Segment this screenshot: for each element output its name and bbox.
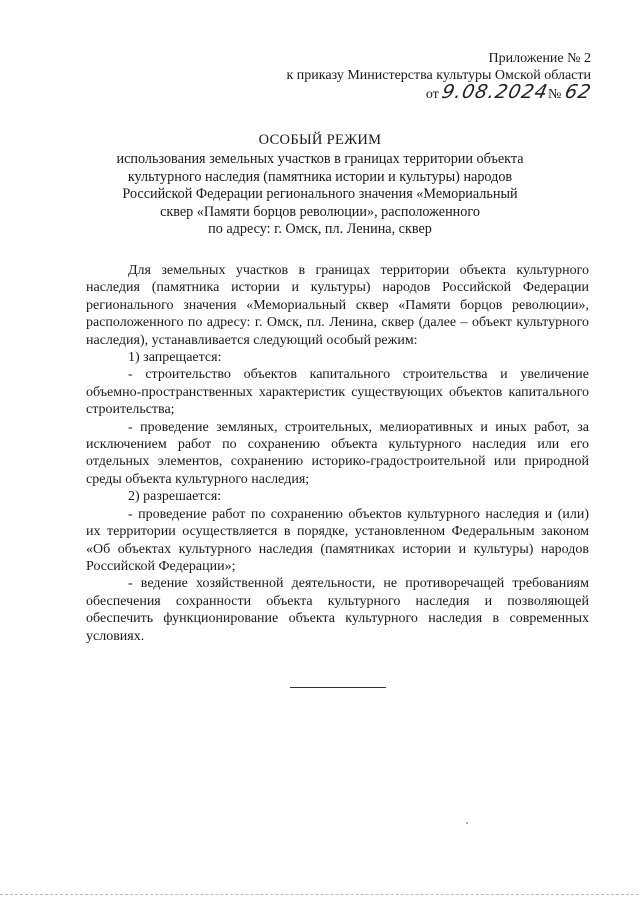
title-line: использования земельных участков в границах территории объекта bbox=[116, 151, 524, 168]
prohibited-item: - проведение земляных, строительных, мелиоративных и иных работ, за исключением работ по сохранению объекта культурного наследия или его отдельных элементов, сохранению историко-градостроительной или природной среды объекта культурного наследия; bbox=[86, 419, 589, 487]
date-prefix: от bbox=[425, 87, 439, 102]
scan-speck bbox=[466, 822, 468, 824]
document-title bbox=[70, 132, 570, 238]
handwritten-number: 62 bbox=[562, 81, 594, 103]
title-line: Российской Федерации регионального значения «Мемориальный bbox=[122, 186, 518, 203]
prohibited-heading: 1) запрещается: bbox=[128, 350, 222, 366]
appendix-date-line bbox=[287, 81, 594, 103]
prohibited-item: - строительство объектов капитального строительства и увеличение объемно-пространственных характеристик существующих объектов капитального строительства; bbox=[86, 367, 589, 418]
number-prefix: № bbox=[547, 87, 562, 102]
title-line: по адресу: г. Омск, пл. Ленина, сквер bbox=[208, 221, 432, 238]
appendix-number: Приложение № 2 bbox=[488, 51, 591, 66]
allowed-heading: 2) разрешается: bbox=[128, 489, 222, 505]
appendix-header bbox=[287, 50, 592, 103]
title-line: культурного наследия (памятника истории и культуры) народов bbox=[127, 168, 513, 185]
scan-bottom-edge bbox=[0, 894, 639, 895]
allowed-item: - ведение хозяйственной деятельности, не противоречащей требованиям обеспечения сохранности объекта культурного наследия и позволяющей обеспечить функционирование объекта культурного наследия в современных условиях. bbox=[86, 576, 589, 644]
handwritten-date: 9.08.2024 bbox=[440, 81, 551, 103]
appendix-order-reference: к приказу Министерства культуры Омской области bbox=[286, 68, 591, 83]
title-main: ОСОБЫЙ РЕЖИМ bbox=[258, 132, 382, 148]
document-body bbox=[86, 262, 589, 645]
end-separator-line bbox=[290, 687, 386, 688]
allowed-item: - проведение работ по сохранению объектов культурного наследия и (или) их территории осуществляется в порядке, установленном Федеральным законом «Об объектах культурного наследия (памятниках истории и культуры) народов Российской Федерации»; bbox=[86, 506, 589, 574]
title-line: сквер «Памяти борцов революции», расположенного bbox=[160, 203, 480, 220]
intro-paragraph: Для земельных участков в границах территории объекта культурного наследия (памятника истории и культуры) народов Российской Федерации регионального значения «Мемориальный сквер «Памяти борцов революции», расположенного по адресу: г. Омск, пл. Ленина, сквер (далее – объект культурного наследия), устанавливается следующий особый режим: bbox=[86, 263, 589, 348]
